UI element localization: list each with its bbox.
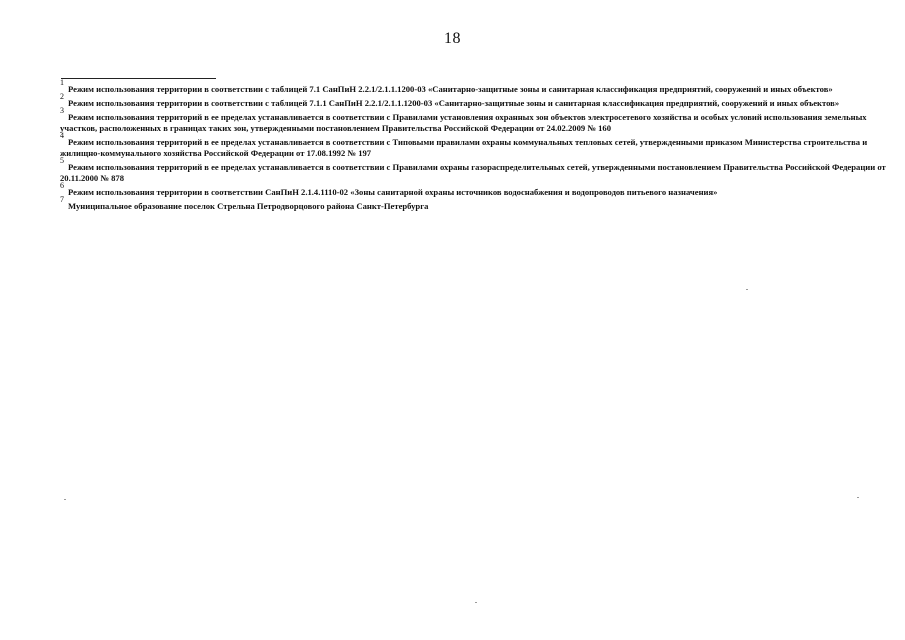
footnote-5 [60,156,890,184]
page-number: 18 [444,30,461,47]
scan-speck [857,497,859,498]
footnote-2 [60,92,890,109]
footnote-text: Режим использования территорий в ее пределах устанавливается в соответствии с Правилами охраны газораспределительных сетей, утвержденными постановлением Правительства Российской Федерации от 20.11.2000 № 878 [60,162,886,183]
footnote-text: Режим использования территорий в ее пределах устанавливается в соответствии с Правилами установления охранных зон объектов электросетевого хозяйства и особых условий использования земельных участков, расположенных в границах таких зон, утвержденными постановлением Правительства Российской Федерации от 24.02.2009 № 160 [60,112,867,133]
footnote-marker: 7 [60,195,64,204]
footnote-marker: 6 [60,181,64,190]
footnote-marker: 1 [60,78,64,87]
scan-speck [746,289,748,290]
footnote-7 [60,195,890,212]
scan-speck [64,499,66,500]
footnote-separator [61,78,216,79]
footnote-text: Режим использования территории в соответствии СанПиН 2.1.4.1110-02 «Зоны санитарной охраны источников водоснабжения и водопроводов питьевого назначения» [68,187,718,197]
footnote-3 [60,106,890,134]
footnote-text: Муниципальное образование поселок Стрельна Петродворцового района Санкт-Петербурга [68,201,429,211]
footnote-text: Режим использования территорий в ее пределах устанавливается в соответствии с Типовыми правилами охраны коммунальных тепловых сетей, утвержденными приказом Министерства строительства и жилищно-коммунального хозяйства Российской Федерации от 17.08.1992 № 197 [60,137,868,158]
footnote-text: Режим использования территории в соответствии с таблицей 7.1 СанПиН 2.2.1/2.1.1.1200-03 «Санитарно-защитные зоны и санитарная классификация предприятий, сооружений и иных объектов» [68,84,833,94]
scan-speck [475,602,477,603]
footnote-6 [60,181,890,198]
footnote-text: Режим использования территории в соответствии с таблицей 7.1.1 СанПиН 2.2.1/2.1.1.1200-03 «Санитарно-защитные зоны и санитарная классификация предприятий, сооружений и иных объектов» [68,98,840,108]
footnote-marker: 5 [60,156,64,165]
footnotes-section [60,78,890,215]
footnote-4 [60,131,890,159]
footnote-marker: 2 [60,92,64,101]
footnote-1 [60,78,890,95]
footnote-marker: 3 [60,106,64,115]
footnote-marker: 4 [60,131,64,140]
